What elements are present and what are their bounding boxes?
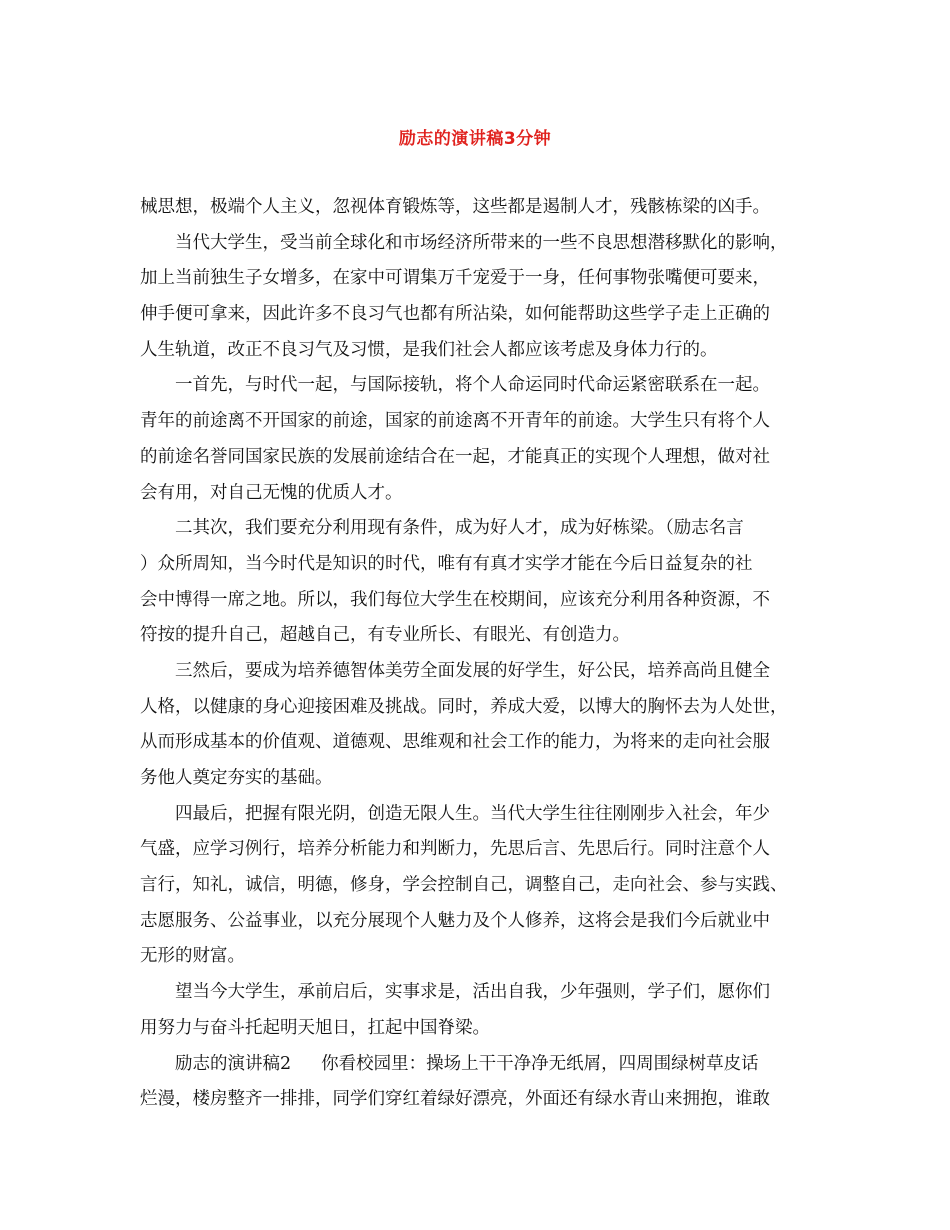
text-line: 符按的提升自己，超越自己，有专业所长、有眼光、有创造力。 xyxy=(140,625,630,646)
paragraph-start-line: 三然后，要成为培养德智体美劳全面发展的好学生，好公民，培养高尚且健全 xyxy=(175,660,770,681)
paragraph-start-line: 当代大学生，受当前全球化和市场经济所带来的一些不良思想潜移默化的影响， xyxy=(175,232,788,253)
text-line: 加上当前独生子女增多，在家中可谓集万千宠爱于一身，任何事物张嘴便可要来， xyxy=(140,268,770,289)
text-line: 气盛，应学习例行，培养分析能力和判断力，先思后言、先思后行。同时注意个人 xyxy=(140,839,770,860)
text-line: 人生轨道，改正不良习气及习惯，是我们社会人都应该考虑及身体力行的。 xyxy=(140,339,718,360)
text-line: 会中博得一席之地。所以，我们每位大学生在校期间，应该充分利用各种资源，不 xyxy=(140,589,770,610)
text-line: 会有用，对自己无愧的优质人才。 xyxy=(140,482,403,503)
text-line: 人格，以健康的身心迎接困难及挑战。同时，养成大爱，以博大的胸怀去为人处世， xyxy=(140,696,788,717)
text-line: 伸手便可拿来，因此许多不良习气也都有所沾染，如何能帮助这些学子走上正确的 xyxy=(140,304,770,325)
paragraph-start-line: 二其次，我们要充分利用现有条件，成为好人才，成为好栋梁。（励志名言 xyxy=(175,518,744,539)
text-line: 青年的前途离不开国家的前途，国家的前途离不开青年的前途。大学生只有将个人 xyxy=(140,411,770,432)
paragraph-start-line: 望当今大学生，承前启后，实事求是，活出自我，少年强则，学子们，愿你们 xyxy=(175,982,770,1003)
document-body xyxy=(140,190,820,1118)
text-line: ）众所周知，当今时代是知识的时代，唯有有真才实学才能在今后日益复杂的社 xyxy=(140,553,753,574)
text-line: 的前途名誉同国家民族的发展前途结合在一起，才能真正的实现个人理想，做对社 xyxy=(140,446,770,467)
text-line: 烂漫，楼房整齐一排排，同学们穿红着绿好漂亮，外面还有绿水青山来拥抱，谁敢 xyxy=(140,1089,770,1110)
text-line: 志愿服务、公益事业，以充分展现个人魅力及个人修养，这将会是我们今后就业中 xyxy=(140,910,770,931)
text-line: 械思想，极端个人主义，忽视体育锻炼等，这些都是遏制人才，残骸栋梁的凶手。 xyxy=(140,197,770,217)
document-title: 励志的演讲稿3分钟 xyxy=(398,129,552,149)
text-line: 从而形成基本的价值观、道德观、思维观和社会工作的能力，为将来的走向社会服 xyxy=(140,732,770,753)
text-line: 言行，知礼，诚信，明德，修身，学会控制自己，调整自己，走向社会、参与实践、 xyxy=(140,875,788,896)
speech-2-heading-line xyxy=(140,1047,820,1083)
speech-2-heading: 励志的演讲稿2 xyxy=(175,1053,292,1074)
text-line: 务他人奠定夯实的基础。 xyxy=(140,768,333,788)
speech-2-opening: 你看校园里：操场上干干净净无纸屑，四周围绿树草皮话 xyxy=(321,1053,759,1074)
text-line: 无形的财富。 xyxy=(140,946,245,967)
paragraph-start-line: 一首先，与时代一起，与国际接轨，将个人命运同时代命运紧密联系在一起。 xyxy=(175,375,770,396)
text-line: 用努力与奋斗托起明天旭日，扛起中国脊梁。 xyxy=(140,1017,490,1038)
paragraph-start-line: 四最后，把握有限光阴，创造无限人生。当代大学生往往刚刚步入社会，年少 xyxy=(175,803,770,824)
